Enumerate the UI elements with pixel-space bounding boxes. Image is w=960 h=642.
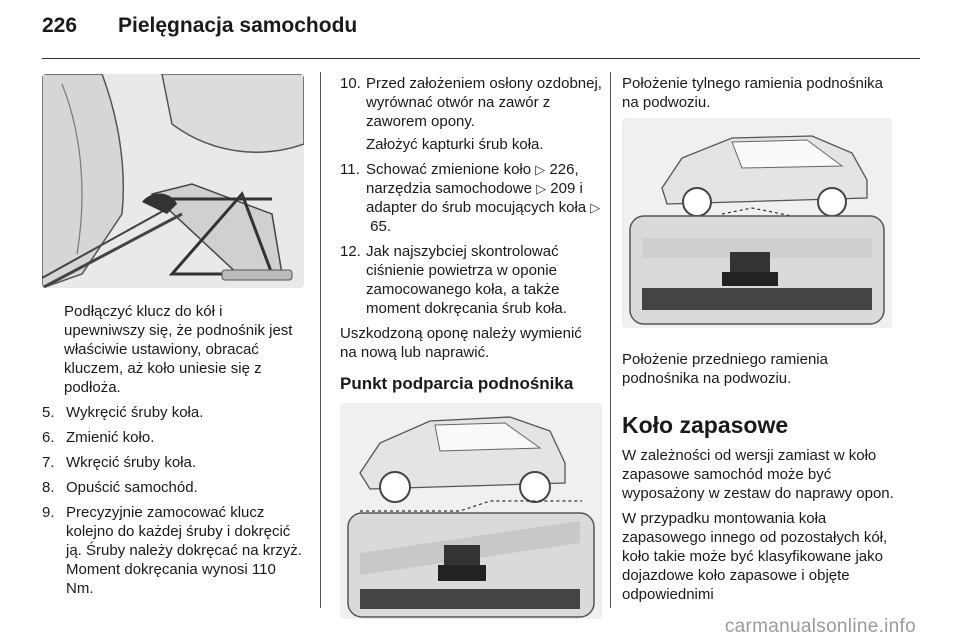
column-divider-1 <box>320 72 321 608</box>
front-jack-caption: Położenie przedniego ramienia podnośnika na podwoziu. <box>622 351 828 387</box>
steps-list-1 <box>42 403 304 598</box>
spare-wheel-paragraph-2: W przypadku montowania koła zapasowego innego od pozostałych kół, koło takie może być klasyfikowane jako dojazdowe koło zapasowe i objęte odpowiednimi <box>622 510 888 603</box>
arrow-right-icon: ▷ <box>535 162 546 177</box>
list-item: 12. Jak najszybciej skontrolować ciśnienie powietrza w oponie zamocowanego koła, a także moment dokręcania śrub koła. <box>340 243 567 317</box>
list-item: 10. Przed założeniem osłony ozdobnej, wyrównać otwór na zawór z zaworem opony. Założyć kapturki śrub koła. <box>340 75 602 153</box>
list-item: 6. Zmienić koło. <box>42 429 155 446</box>
column-1 <box>42 74 304 604</box>
rear-jack-caption: Położenie tylnego ramienia podnośnika na podwoziu. <box>622 75 884 111</box>
list-item: 7. Wkręcić śruby koła. <box>42 454 197 471</box>
steps-list-2 <box>340 74 602 318</box>
step-4-text: Podłączyć klucz do kół i upewniwszy się, że podnośnik jest właściwie ustawiony, obracać kluczem, aż koło uniesie się z podłoża. <box>64 303 293 396</box>
front-jack-point-illustration <box>340 403 602 619</box>
page-number: 226 <box>42 14 78 37</box>
spare-wheel-paragraph-1: W zależności od wersji zamiast w koło zapasowe samochód może być wyposażony w zestaw do naprawy opon. <box>622 447 894 502</box>
page-ref-link[interactable]: 65. <box>370 218 392 235</box>
list-item: 11. Schować zmienione koło ▷ 226, narzędzia samochodowe ▷ 209 i adapter do śrub mocujących koła ▷ 65. <box>340 161 601 235</box>
column-3 <box>622 74 902 610</box>
arrow-right-icon: ▷ <box>590 200 601 215</box>
step-10-subtext: Założyć kapturki śrub koła. <box>366 136 544 153</box>
list-item: 9. Precyzyjnie zamocować klucz kolejno do każdej śruby i dokręcić ją. Śruby należy dokręcać na krzyż. Moment dokręcania wynosi 110 Nm. <box>42 504 302 597</box>
page-title: Pielęgnacja samochodu <box>118 14 358 37</box>
page-ref-link[interactable]: 226, <box>549 161 579 178</box>
spare-wheel-heading: Koło zapasowe <box>622 412 789 438</box>
header-rule <box>42 58 920 59</box>
list-item: 8. Opuścić samochód. <box>42 479 198 496</box>
jack-points-heading: Punkt podparcia podnośnika <box>340 374 574 393</box>
jack-wheel-illustration <box>42 74 304 288</box>
page-ref-link[interactable]: 209 <box>550 180 576 197</box>
watermark: carmanualsonline.info <box>724 616 916 637</box>
damaged-tire-text: Uszkodzoną oponę należy wymienić na nową lub naprawić. <box>340 325 582 361</box>
list-item: 5. Wykręcić śruby koła. <box>42 404 204 421</box>
arrow-right-icon: ▷ <box>536 181 547 196</box>
column-divider-2 <box>610 72 611 608</box>
column-2 <box>340 74 602 619</box>
page-header <box>42 6 357 46</box>
rear-jack-point-illustration <box>622 118 892 328</box>
